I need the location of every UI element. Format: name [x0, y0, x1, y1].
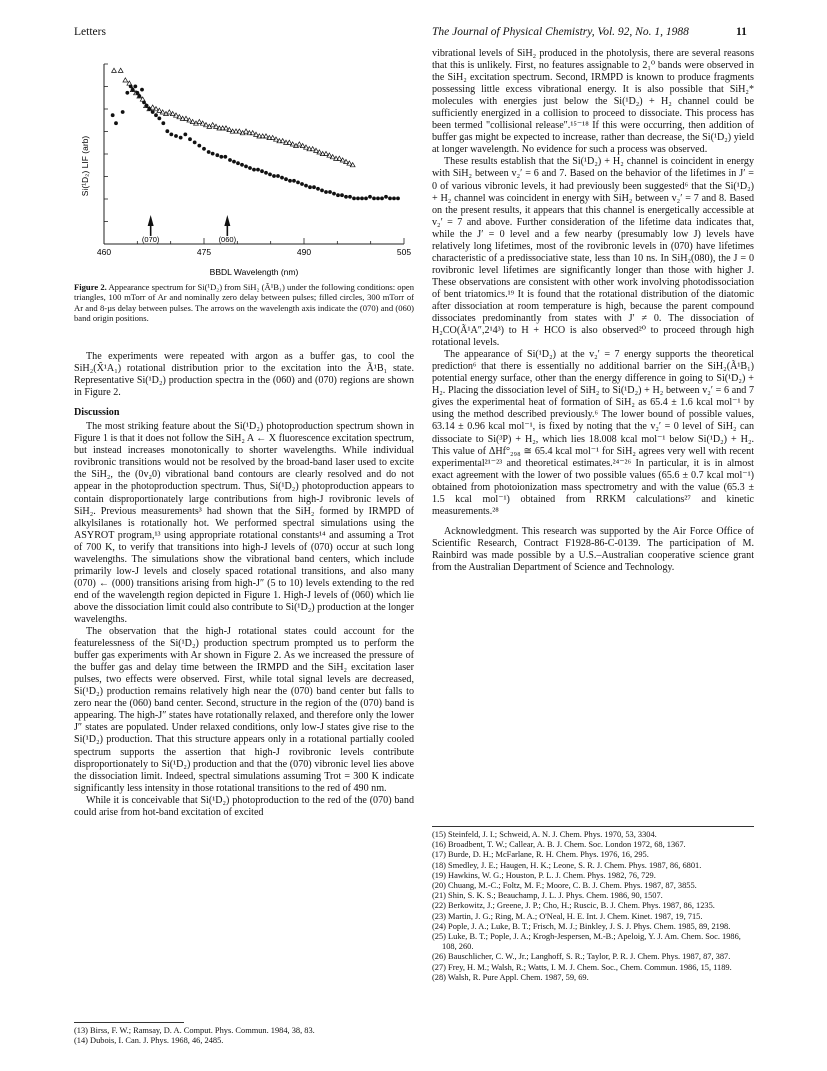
data-point-circle: [140, 88, 144, 92]
data-point-circle: [137, 94, 141, 98]
figure-caption-text: Appearance spectrum for Si(¹D₂) from SiH₂ (Ã¹B₁) under the following conditions: open triangles, 100 mTorr of Ar and nominally zero delay between pulses; filled circles, 300 mTorr of Ar and 8-µs delay between pulses. The arrows on the wavelength axis indicate the (070) and (060) band origin positions.: [74, 282, 415, 323]
paragraph: The observation that the high-J rotational states could account for the featurelessness of the Si(¹D₂) production spectrum prompted us to perform the buffer gas experiments with Ar shown in Figure 2. As we increased the pressure of the buffer gas and delay time between the IRMPD and the SiH₂ excitation laser pulses, two effects were observed. First, while total signal levels are decreased, Si(¹D₂) production remains relatively high near the (070) band center but falls to zero near the (060) band center. Second, structure in the region of the (070) band is appearing. The high-J″ states have rotationally relaxed, and therefore only the lower J″ states are populated. Under relaxed conditions, only low-J states give rise to the Si(¹D₂) production. That this structure appears only in a rotational partially cooled spectrum supports the assertion that high-J rovibronic levels contribute disproportionately to Si(¹D₂) production and that the (070) vibronic level lies above the dissociation limit. Indeed, spectral simulations assuming Trot = 300 K indicate significantly less intensity in those rotational transitions to the red of 490 nm.: [74, 626, 414, 794]
data-point-circle: [169, 133, 173, 137]
data-point-triangle: [184, 116, 189, 120]
data-point-circle: [154, 113, 158, 117]
data-point-circle: [340, 193, 344, 197]
data-point-circle: [328, 190, 332, 194]
paragraph: vibrational levels of SiH₂ produced in the photolysis, there are several reasons that this is unlikely. First, no features assignable to 2₁⁰ bands were observed in the SiH₂ excitation spectrum. Second, IRMPD is known to produce fragments possessing little excess vibrational energy. It is also possible that SiH₂* molecules with energies just below the Si(¹D₂) + H₂ channel could be sufficiently energized in a collision to proceed to dissociate. This process has been termed "collisional release".¹⁵⁻¹⁸ If this were occurring, then addition of buffer gas might be expected to increase, rather than decrease, the Si(¹D₂) yield at longer wavelength. No evidence for such a process was observed.: [432, 48, 754, 156]
data-point-circle: [308, 185, 312, 189]
data-point-circle: [129, 85, 133, 89]
data-point-circle: [183, 133, 187, 137]
data-point-circle: [219, 155, 223, 159]
x-axis-label: BBDL Wavelength (nm): [209, 267, 299, 277]
paragraph: The most striking feature about the Si(¹D₂) photoproduction spectrum shown in Figure 1 is that it does not follow the SiH₂ A ← X fluorescence excitation spectrum, but instead increases monotonically to shorter wavelengths. While individual rovibronic transitions would not be resolved by the broad-band laser used to excite the SiH₂, the (0v₂0) vibrational band contours are clearly resolved and do not appear in the photoproduction spectrum. Thus, Si(¹D₂) photoproduction appears to contain disproportionately large contributions from high-J rovibronic levels of SiH₂. Previous measurements³ had shown that the SiH₂ formed by IRMPD of alkylsilanes is rotationally hot. We performed spectral simulations using the ASYROT program,¹³ using appropriate rotational constants¹⁴ and assuming a Trot of 700 K, to verify that transitions into high-J levels of (070) occur at such long wavelengths. The simulations show the vibrational band centers, which include primarily low-J levels and closely spaced rotational transitions, and also many (070) ← (000) transitions arising from high-J″ (5 to 10) levels extending to the red end of the wavelength region depicted in Figure 1. High-J levels of (060) which lie above the dissociation limit could also contribute to Si(¹D₂) production at the longer wavelengths.: [74, 421, 414, 625]
data-point-triangle: [224, 126, 229, 130]
reference: (20) Chuang, M.-C.; Foltz, M. F.; Moore, C. B. J. Chem. Phys. 1987, 87, 3855.: [432, 881, 697, 891]
data-point-circle: [188, 137, 192, 141]
page-number: 11: [736, 26, 747, 38]
data-point-circle: [202, 147, 206, 151]
data-point-triangle: [297, 142, 302, 146]
data-point-circle: [296, 181, 300, 185]
data-point-circle: [114, 121, 118, 125]
data-point-circle: [211, 152, 215, 156]
data-point-triangle: [280, 139, 285, 143]
data-point-circle: [364, 197, 368, 201]
data-point-circle: [165, 129, 169, 133]
footnote: (13) Birss, F. W.; Ramsay, D. A. Comput. Phys. Commun. 1984, 38, 83.: [74, 1026, 315, 1035]
data-point-triangle: [118, 68, 123, 72]
data-point-circle: [304, 184, 308, 188]
data-point-circle: [284, 177, 288, 181]
reference: (25) Luke, B. T.; Pople, J. A.; Krogh-Jespersen, M.-B.; Apeloig, Y. J. Am. Chem. Soc. 1986, 108, 260.: [432, 932, 741, 952]
reference: (23) Martin, J. G.; Ring, M. A.; O'Neal, H. E. Int. J. Chem. Kinet. 1987, 19, 715.: [432, 911, 703, 921]
data-point-circle: [312, 185, 316, 189]
data-point-circle: [174, 134, 178, 138]
running-head-journal: The Journal of Physical Chemistry, Vol. 92, No. 1, 1988: [432, 26, 689, 38]
data-point-circle: [396, 197, 400, 201]
reference: (17) Burde, D. H.; McFarlane, R. H. Chem. Phys. 1976, 16, 295.: [432, 850, 649, 860]
reference: (18) Smedley, J. E.; Haugen, H. K.; Leone, S. R. J. Chem. Phys. 1987, 86, 6801.: [432, 860, 702, 870]
data-point-circle: [276, 174, 280, 178]
figure-caption-label: Figure 2.: [74, 282, 107, 292]
data-point-circle: [157, 117, 161, 121]
running-head-left: Letters: [74, 26, 106, 38]
data-point-triangle: [244, 129, 249, 133]
reference: (26) Bauschlicher, C. W., Jr.; Langhoff, S. R.; Taylor, P. R. J. Chem. Phys. 1987, 87, 387.: [432, 952, 731, 962]
data-point-triangle: [112, 68, 117, 72]
data-point-circle: [256, 168, 260, 172]
data-point-circle: [142, 101, 146, 105]
left-column: [74, 351, 414, 819]
reference: (16) Broadbent, T. W.; Callear, A. B. J. Chem. Soc. London 1972, 68, 1367.: [432, 840, 686, 850]
section-heading: Discussion: [74, 407, 120, 419]
data-point-circle: [197, 144, 201, 148]
data-point-circle: [232, 160, 236, 164]
data-point-circle: [236, 161, 240, 165]
footnote-rule: [74, 1022, 184, 1023]
data-point-circle: [300, 182, 304, 186]
data-point-circle: [179, 136, 183, 140]
acknowledgment: Acknowledgment. This research was supported by the Air Force Office of Scientific Research, Contract F1928-86-C-0139. The participation of M. Rainbird was made possible by a U.S.–Australian cooperative science grant from the Australian Department of Science and Technology.: [432, 525, 754, 573]
data-point-circle: [260, 169, 264, 173]
data-point-triangle: [197, 119, 202, 123]
data-point-circle: [392, 197, 396, 201]
data-point-circle: [288, 179, 292, 183]
data-point-circle: [147, 107, 151, 111]
figure-2-chart: [74, 54, 414, 279]
data-point-triangle: [237, 129, 242, 133]
right-column: [432, 48, 754, 574]
reference: (28) Walsh, R. Pure Appl. Chem. 1987, 59, 69.: [432, 972, 589, 982]
data-point-circle: [348, 195, 352, 199]
data-point-circle: [324, 190, 328, 194]
data-point-circle: [252, 168, 256, 172]
band-origin-arrow-head: [148, 215, 154, 226]
x-tick-label: 460: [96, 247, 112, 257]
data-point-circle: [360, 197, 364, 201]
paragraph: The experiments were repeated with argon as a buffer gas, to cool the SiH₂(X̃¹A₁) rotational distribution prior to the excitation into the Ã¹B₁ state. Representative Si(¹D₂) production spectra in the (060) and (070) regions are shown in Figure 2.: [74, 351, 414, 399]
data-point-triangle: [270, 135, 275, 139]
chart-axes: [97, 64, 411, 257]
reference: (27) Frey, H. M.; Walsh, R.; Watts, I. M. J. Chem. Soc., Chem. Commun. 1986, 15, 1189.: [432, 962, 732, 972]
data-point-circle: [368, 195, 372, 199]
data-point-circle: [145, 104, 149, 108]
data-point-circle: [332, 192, 336, 196]
paragraph: While it is conceivable that Si(¹D₂) photoproduction to the red of the (070) band could arise from hot-band excitation of excited: [74, 794, 414, 818]
data-point-circle: [133, 85, 137, 89]
data-point-triangle: [123, 78, 128, 82]
band-origin-arrow-head: [224, 215, 230, 226]
data-point-triangle: [310, 147, 315, 151]
data-point-circle: [380, 197, 384, 201]
data-point-circle: [336, 193, 340, 197]
data-point-circle: [376, 197, 380, 201]
reference: (19) Hawkins, W. G.; Houston, P. L. J. Chem. Phys. 1982, 76, 729.: [432, 870, 656, 880]
band-origin-label: (060): [218, 235, 237, 244]
data-point-triangle: [337, 156, 342, 160]
data-point-circle: [280, 176, 284, 180]
data-point-circle: [352, 197, 356, 201]
data-point-circle: [272, 174, 276, 178]
data-point-circle: [111, 113, 115, 117]
data-point-circle: [320, 189, 324, 193]
data-point-circle: [292, 179, 296, 183]
data-point-circle: [372, 197, 376, 201]
data-point-circle: [207, 150, 211, 154]
footnotes: [74, 1026, 414, 1046]
band-origin-label: (070): [141, 235, 160, 244]
data-point-circle: [223, 155, 227, 159]
references: [432, 830, 754, 983]
figure-caption: [74, 282, 414, 323]
data-point-circle: [228, 158, 232, 162]
reference: (21) Shin, S. K. S.; Beauchamp, J. L. J. Phys. Chem. 1986, 90, 1507.: [432, 891, 663, 901]
data-point-triangle: [287, 140, 292, 144]
data-point-circle: [388, 197, 392, 201]
x-tick-label: 490: [296, 247, 312, 257]
x-tick-label: 475: [196, 247, 212, 257]
data-point-circle: [384, 195, 388, 199]
data-point-circle: [131, 88, 135, 92]
y-axis-label: Si(¹D₂) LIF (arb): [80, 135, 90, 197]
data-point-triangle: [250, 131, 255, 135]
chart-marks: [111, 68, 400, 244]
data-point-triangle: [324, 151, 329, 155]
data-point-circle: [161, 121, 165, 125]
data-point-circle: [121, 110, 125, 114]
data-point-circle: [151, 110, 155, 114]
references-rule: [432, 826, 754, 827]
reference: (15) Steinfeld, J. I.; Schweid, A. N. J. Chem. Phys. 1970, 53, 3304.: [432, 830, 657, 839]
data-point-triangle: [167, 110, 172, 114]
data-point-circle: [135, 91, 139, 95]
data-point-circle: [215, 153, 219, 157]
data-point-triangle: [210, 123, 215, 127]
data-point-triangle: [264, 134, 269, 138]
data-point-circle: [344, 195, 348, 199]
data-point-circle: [264, 171, 268, 175]
data-point-circle: [356, 197, 360, 201]
data-point-circle: [125, 91, 129, 95]
data-point-circle: [248, 166, 252, 170]
data-point-circle: [193, 141, 197, 145]
x-tick-label: 505: [396, 247, 412, 257]
reference: (24) Pople, J. A.; Luke, B. T.; Frisch, M. J.; Binkley, J. S. J. Phys. Chem. 1985, 89, 2198.: [432, 921, 731, 931]
reference: (22) Berkowitz, J.; Greene, J. P.; Cho, H.; Ruscic, B. J. Chem. Phys. 1987, 86, 1235.: [432, 901, 715, 911]
data-point-circle: [240, 163, 244, 167]
paragraph: The appearance of Si(¹D₂) at the v₂′ = 7 energy supports the theoretical prediction⁶ that there is essentially no additional barrier on the SiH₂(Ã¹B₁) potential energy surface, other than the energy difference in going to Si(¹D₂) + H₂. Placing the dissociation level of SiH₂ to Si(¹D₂) + H₂ between v₂′ = 6 and 7 gives the experimental heat of formation of SiH₂ as 65.4 ± 1.6 kcal mol⁻¹ by using the method described previously.⁶ The lower bound of possible values, 63.14 ± 0.96 kcal mol⁻¹, is fixed by noting that the v₂′ = 0 level of SiH₂ can dissociate to Si(³P) + H₂, which lies 18.008 kcal mol⁻¹ below Si(¹D₂) + H₂. This value of ΔHf°₂₉₈ ≅ 65.4 kcal mol⁻¹ for SiH₂ agrees very well with recent experimental²¹⁻²³ and theoretical estimates.²⁴⁻²⁶ In particular, it is in almost exact agreement with the lower of two possible values (65.6 ± 0.7 kcal mol⁻¹) obtained from photoionization mass spectrometry and with the value (65.3 ± 1.5 kcal mol⁻¹) obtained from RRKM calculations²⁷ and kinetic measurements.²⁸: [432, 349, 754, 517]
data-point-circle: [316, 187, 320, 191]
data-point-circle: [268, 173, 272, 177]
footnote: (14) Dubois, I. Can. J. Phys. 1968, 46, 2485.: [74, 1036, 224, 1046]
paragraph: These results establish that the Si(¹D₂) + H₂ channel is coincident in energy with SiH₂ between v₂′ = 6 and 7. Based on the behavior of the lifetimes in J′ = 0 of various vibronic levels, it had previously been suggested⁶ that the Si(¹D₂) + H₂ channel was coincident in energy with SiH₂ between v₂′ = 7 and 8. Based on the present results, it appears that this channel is energetically accessible at v₂′ = 7 and above. Further consideration of the lifetime data indicates that, while the J′ = 0 level and a few nearby (presumably low J) levels have relatively long lifetimes, most of the rovibronic levels in (070) have lifetimes characteristic of a predissociative state, less than 10 ns. In SiH₂(080), the J = 0 rovibronic level lifetimes are significantly longer than those with higher J. These observations are consistent with other work involving photodissociation of bent triatomics.¹⁹ It is found that the rotational distribution of the diatomic after dissociation at room temperature is high, because the parent compound dissociates predominantly from states with J′ ≠ 0. The dissociation of H₂CO(Ã¹A″,2¹4³) to H + HCO is also observed²⁰ to proceed through high rotational levels.: [432, 156, 754, 349]
data-point-circle: [244, 165, 248, 169]
